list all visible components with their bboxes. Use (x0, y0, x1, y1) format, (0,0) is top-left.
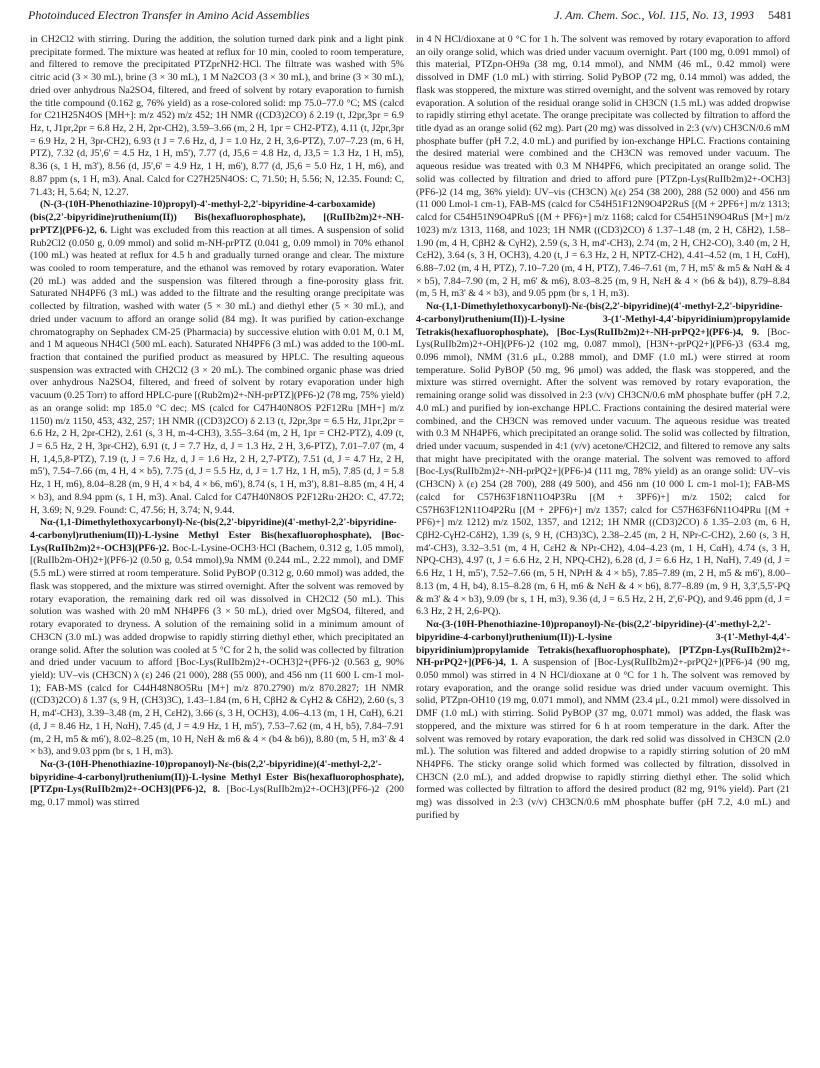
left-column (30, 34, 404, 1056)
paragraph (30, 517, 404, 759)
right-column (416, 34, 790, 1056)
paragraph (30, 199, 404, 517)
paragraph-text: in CH2Cl2 with stirring. During the addition, the solution turned dark pink and a light pink precipitate formed. The mixture was heated at reflux for 10 min, cooled to room temperature, and filtered to remove the precipitated PTZprNH2·HCl. The filtrate was washed with 5% citric acid (3 × 30 mL), brine (3 × 30 mL), 1 M Na2CO3 (3 × 30 mL), and brine (3 × 30 mL), dried over anhydrous Na2SO4, filtered, and freed of solvent by rotary evaporation to furnish the title compound (0.162 g, 76% yield) as a rose-colored solid: mp 75.0–77.0 °C; MS (calcd for C21H25N4OS [MH+]: m/z 452) m/z 452; 1H NMR ((CD3)2CO) δ 2.19 (t, J2pr,3pr = 6.9 Hz, t, J1pr,2pr = 6.8 Hz, 2 H, 2pr-CH2), 3.59–3.66 (m, 2 H, 1pr = CH2-PTZ), 4.11 (t, J2pr,3pr = 6.9 Hz, 2 H, 3pr-CH2), 6.93 (t J = 7.6 Hz, d, J = 1.0 Hz, 2 H, 3,6-PTZ), 7.07–7.23 (m, 6 H, PTZ), 7.32 (d, J5',6' = 4.5 Hz, 1 H, m5'), 7.77 (d, J5,6 = 4.8 Hz, d, J3,5 = 1.3 Hz, 1 H, m5), 8.36 (s, 1 H, m3'), 8.56 (d, J5',6' = 4.9 Hz, 1 H, m6'), 8.77 (d, J5,6 = 5.0 Hz, 1 H, m6), and 8.87 ppm (s, 1 H, m3). Anal. Calcd for C27H25N4OS: C, 71.50; H, 5.56; N, 12.35. Found: C, 71.43; H, 5.64; N, 12.27. (30, 34, 404, 198)
paragraph (30, 34, 404, 199)
paragraph (416, 619, 790, 823)
page-header (28, 8, 792, 28)
paragraph (416, 301, 790, 619)
journal-citation (554, 8, 792, 23)
compound-heading: Nα-(1,1-Dimethylethoxycarbonyl)-Nε-(bis(2,2'-bipyridine)(4'-methyl-2,2'-bipyridine-4-carbonyl)ruthenium(II))-L-lysine Methyl Ester Bis(hexafluorophosphate), [Boc-Lys(RuIIb2m)2+-OCH3](PF6-)2. (30, 517, 404, 554)
paragraph-text: A suspension of [Boc-Lys(RuIIb2m)2+-prPQ2+](PF6-)4 (90 mg, 0.050 mmol) was stirred in 4 N HCl/dioxane at 0 °C for 1 h. The solvent was removed by rotary evaporation, and the orange solid residue was dried under vacuum overnight. This solid, PTZpn-OH10 (19 mg, 0.071 mmol), and NMM (23.4 μL, 0.21 mmol) were dissolved in DMF (1.0 mL) with stirring. Solid PyBOP (37 mg, 0.071 mmol) was added, the flask was stoppered, and the mixture was stirred for 6 h at room temperature in the dark. After the solvent was removed by rotary evaporation, the dark red solid was dissolved in CH3CN (2.0 mL). The solution was filtered and added dropwise to a rapidly stirring solution of 20 mM NH4PF6. The sticky orange solid which formed was collected by filtration, dissolved in CH3CN (2.0 mL), and added dropwise to rapidly stirring diethyl ether. The solid which formed was collected by filtration to afford the desired product (82 mg, 91% yield). Part (21 mg) was dissolved in 2:3 (v/v) CH3CN/0.6 mM phosphate buffer (pH 7.2, 4.0 mL) and purified by (416, 657, 790, 821)
paragraph-text: in 4 N HCl/dioxane at 0 °C for 1 h. The solvent was removed by rotary evaporation to afford an oily orange solid, which was dried under vacuum overnight. Part (100 mg, 0.091 mmol) of this material, PTZpn-OH9a (38 mg, 0.14 mmol), and NMM (46 mL, 0.42 mmol) were dissolved in DMF (1.0 mL) with stirring. Solid PyBOP (72 mg, 0.14 mmol) was added, the flask was stoppered, the mixture was stirred overnight, and the solvent was removed by rotary evaporation. A solution of the residual orange solid in CH3CN (1.5 mL) was added dropwise to rapidly stirring ethyl acetate. The orange precipitate was collected by filtration to afford the title dyad as an orange solid (62 mg). Part (20 mg) was dissolved in 2:3 (v/v) CH3CN/0.6 mM phosphate buffer (pH 7.2, 4.0 mL) and purified by ion-exchange HPLC. Fractions containing the desired material were combined and the CH3CN was removed under vacuum. The aqueous residue was treated with 0.3 M NH4PF6, which precipitated an orange solid. The solid was collected by filtration and dried to afford pure [PTZpn-Lys(RuIIb2m)2+-OCH3](PF6-)2 (14 mg, 36% yield): UV–vis (CH3CN) λ(ε) 254 (38 200), 288 (52 000) and 456 nm (11 000 Lmol-1 cm-1), FAB-MS (calcd for C54H51F12N9O4P2RuS [(M + 2PF6+] m/z 1313; calcd for C54H51N9O4PRuS [(M + PF6)+] m/z 1168; calcd for C54H51N9O4RuS [M+] m/z 1023) m/z 1313, 1168, and 1023; 1H NMR ((CD3)2CO) δ 1.37–1.48 (m, 2 H, CδH2), 1.58–1.90 (m, 4 H, CβH2 & CγH2), 2.59 (s, 3 H, m4'-CH3), 2.74 (m, 2 H, CH2-CO), 3.40 (m, 2 H, CεH2), 3.64 (s, 3 H, OCH3), 4.20 (t, J = 6.3 Hz, 2 H, NPTZ-CH2), 4.41–4.52 (m, 1 H, CαH), 6.88–7.02 (m, 4 H, PTZ), 7.10–7.20 (m, 4 H, PTZ), 7.46–7.61 (m, 7 H, m5' & m5 & NαH & 4 × b5), 7.84–7.90 (m, 2 H, m6' & m6), 8.03–8.25 (m, 9 H, NεH & 4 × (b6 & b4)), 8.79–8.84 (m, 5 H, m3' & 4 × b3), and 9.05 ppm (br s, 1 H, m3). (416, 34, 790, 300)
paragraph-text: Boc-L-Lysine-OCH3·HCl (Bachem, 0.312 g, 1.05 mmol), [(RuIIb2m-OH)2+](PF6-)2 (0.50 g, 0.54 mmol),9a NMM (0.244 mL, 2.22 mmol), and DMF (5.5 mL) were stirred at room temperature. Solid PyBOP (0.312 g, 0.60 mmol) was added, the flask was stoppered, and the mixture was stirred overnight. After the solvent was removed by rotary evaporation, the remaining dark red oil was dissolved in CH2Cl2 (50 mL). This solution was washed with 20 mM NH4PF6 (3 × 50 mL), dried over MgSO4, filtered, and rotary evaporated to dryness. A solution of the remaining solid in a minimum amount of CH3CN (3.0 mL) was added dropwise to rapidly stirring diethyl ether, which precipitated an orange solid. After the solution was cooled at 5 °C for 2 h, the solid was collected by filtration and dried under vacuum to afford [Boc-Lys(RuIIb2m)2+-OCH3]2+(PF6-)2 (0.563 g, 90% yield): UV–vis (CH3CN) λ (ε) 246 (21 000), 288 (55 000), and 456 nm (11 600 L cm-1 mol-1); FAB-MS (calcd for C44H48N8O5Ru [M+] m/z 870.2790) m/z 870.2827; 1H NMR ((CD3)2CO) δ 1.37 (s, 9 H, (CH3)3C), 1.43–1.84 (m, 6 H, CβH2 & CγH2 & CδH2), 2.60 (s, 3 H, m4'-CH3), 3.39–3.48 (m, 2 H, CεH2), 3.66 (s, 3 H, OCH3), 4.06–4.13 (m, 1 H, CαH), 6.21 (d, J = 8.46 Hz, 1 H, NαH), 7.45 (d, J = 4.9 Hz, 1 H, m5'), 7.53–7.62 (m, 4 H, b5), 7.84–7.91 (m, 2 H, m5 & m6'), 8.02–8.25 (m, 10 H, NεH & m6 & 4 × (b4 & b6)), 8.80 (m, 5 H, m3' & 4 × b3), and 9.03 ppm (br s, 1 H, m3). (30, 542, 404, 758)
page-number: 5481 (768, 8, 792, 22)
compound-heading: Nα-(3-(10H-Phenothiazine-10)propanoyl)-Nε-(bis(2,2'-bipyridine)(4'-methyl-2,2'-bipyridine-4-carbonyl)ruthenium(II))-L-lysine Methyl Ester Bis(hexafluorophosphate), [PTZpn-Lys(RuIIb2m)2+-OCH3](PF6-)2, 8. (30, 758, 404, 796)
paragraph (416, 34, 790, 301)
running-title: Photoinduced Electron Transfer in Amino Acid Assemblies (28, 8, 310, 22)
paragraph-text: [Boc-Lys(RuIIb2m)2+-OCH3](PF6-)2 (200 mg, 0.17 mmol) was stirred (30, 784, 404, 809)
compound-heading: (N-(3-(10H-Phenothiazine-10)propyl)-4'-methyl-2,2'-bipyridine-4-carboxamide)(bis(2,2'-bipyridine)ruthenium(II)) Bis(hexafluorophosphate), [(RuIIb2m)2+-NH-prPTZ](PF6-)2, 6. (30, 199, 404, 236)
paragraph-text: [Boc-Lys(RuIIb2m)2+-OH](PF6-)2 (102 mg, 0.087 mmol), [H3N+-prPQ2+](PF6-)3 (63.4 mg, 0.096 mmol), NMM (31.6 μL, 0.288 mmol), and DMF (1.0 mL) were stirred at room temperature. Solid PyBOP (50 mg, 96 μmol) was added, the flask was stoppered, and the mixture was stirred overnight. After the solvent was removed by rotary evaporation, the remaining orange solid was dissolved in 2:3 (v/v) CH3CN/0.6 mM phosphate buffer (pH 7.2, 4.0 mL) and purified by ion-exchange HPLC. Fractions containing the desired material were combined, and the CH3CN was removed under vacuum. The aqueous residue was treated with 0.3 M NH4PF6, which precipitated an orange solid. The solid was collected by filtration, dried under vacuum, suspended in 4:1 (v/v) acetone/CH2Cl2, and filtered to remove any salts that might have precipitated with the orange material. The solvent was removed to afford [Boc-Lys(RuIIb2m)2+-NH-prPQ2+](PF6-)4 (111 mg, 78% yield) as an orange solid: UV–vis (CH3CN) λ (ε) 254 (28 700), 288 (49 500), and 456 nm (10 000 L cm-1 mol-1); FAB-MS (calcd for C57H63F18N11O4P3Ru [(M + 3PF6)+] m/z 1502; calcd for C57H63F12N11O4P2Ru [(M + 2PF6)+] m/z 1357; calcd for C57H63F6N11O4PRu [(M + PF6)+] m/z 1212) m/z 1502, 1357, and 1212; 1H NMR ((CD3)2CO) δ 1.35–2.03 (m, 6 H, CβH2-CγH2-CδH2), 1.39 (s, 9 H, (CH3)3C), 2.38–2.45 (m, 2 H, NPr-C-CH2), 2.60 (s, 3 H, m4'-CH3), 3.32–3.51 (m, 4 H, CεH2 & NPr-CH2), 4.04–4.23 (m, 1 H, CαH), 4.74 (s, 3 H, NPQ-CH3), 4.97 (t, J = 6.6 Hz, 2 H, NPQ-CH2), 6.28 (d, J = 6.6 Hz, 1 H, NαH), 7.49 (d, J = 6.6 Hz, 1 H, m5'), 7.52–7.66 (m, 5 H, NPrH & 4 × b5), 7.85–7.89 (m, 2 H, m5 & m6'), 8.00–8.13 (m, 4 H, b4), 8.15–8.28 (m, 6 H, m6 & NεH & 4 × b6), 8.77–8.89 (m, 9 H, 3,3',5,5'-PQ & m3' & 4 × b3), 9.09 (br s, 1 H, m3), 9.36 (d, J = 6.5 Hz, 2 H, 2',6'-PQ), and 9.46 ppm (d, J = 6.3 Hz, 2 H, 2,6-PQ). (416, 326, 790, 618)
compound-heading: Nα-(3-(10H-Phenothiazine-10)propanoyl)-Nε-(bis(2,2'-bipyridine)-(4'-methyl-2,2'-bipyridine-4-carbonyl)ruthenium(II))-L-lysine 3-(1'-Methyl-4,4'-bipyridinium)propylamide Tetrakis(hexafluorophosphate), [PTZpn-Lys(RuIIb2m)2+-NH-prPQ2+](PF6-)4, 1. (416, 619, 790, 669)
compound-heading: Nα-(1,1-Dimethylethoxycarbonyl)-Nε-(bis(2,2'-bipyridine)(4'-methyl-2,2'-bipyridine-4-carbonyl)ruthenium(II))-L-lysine 3-(1'-Methyl-4,4'-bipyridinium)propylamide Tetrakis(hexafluorophosphate), [Boc-Lys(RuIIb2m)2+-NH-prPQ2+](PF6-)4, 9. (416, 301, 790, 338)
journal-reference: J. Am. Chem. Soc., Vol. 115, No. 13, 1993 (554, 8, 754, 22)
paragraph-text: Light was excluded from this reaction at all times. A suspension of solid Rub2Cl2 (0.050 g, 0.09 mmol) and solid m-NH-prPTZ (0.041 g, 0.09 mmol) in 70% ethanol (100 mL) was heated at reflux for 4.5 h and gradually turned orange and clear. The mixture was cooled to room temperature, and the ethanol was removed by rotary evaporation. Water (20 mL) was added and the suspension was filtered through a fine-porosity glass frit. Saturated NH4PF6 (3 mL) was added to the filtrate and the resulting orange precipitate was collected by filtration, washed with water (5 × 30 mL) and diethyl ether (5 × 30 mL), and dried under vacuum to afford an orange solid (84 mg). It was purified by cation-exchange chromatography on Sephadex CM-25 (Pharmacia) by successive elution with 0.01 M, 0.1 M, and 1 M aqueous NH4Cl (500 mL each). Saturated NH4PF6 (3 mL) was added to the 100-mL fraction that contained the purified product as measured by HPLC. The resulting aqueous suspension was extracted with CH2Cl2 (3 × 20 mL). The combined organic phase was dried over anhydrous Na2SO4, filtered, and freed of solvent by rotary evaporation under high vacuum (0.25 Torr) to afford HPLC-pure [(Rub2m)2+-NH-prPTZ](PF6-)2 (78 mg, 75% yield) as an orange solid: mp 185.0 °C dec; MS (calcd for C47H40N8OS P2F12Ru [MH+] m/z 1150) m/z 1150, 453, 432, 257; 1H NMR ((CD3)2CO) δ 2.13 (t, J2pr,3pr = 6.5 Hz, J1pr,2pr = 6.6 Hz, 2 H, 2pr-CH2), 2.61 (s, 3 H, m-4-CH3), 3.55–3.64 (m, 2 H, 1pr = CH2-PTZ), 4.09 (t, J = 6.5 Hz, 2 H, 3pr-CH2), 6.91 (t, J = 7.7 Hz, d, J = 1.3 Hz, 2 H, 3,6-PTZ), 7.01–7.07 (m, 4 H, 1,4,5,8-PTZ), 7.19 (t, J = 7.6 Hz, d, J = 1.6 Hz, 2 H, 2,7-PTZ), 7.51 (d, J = 4.7 Hz, 2 H, m5'), 7.54–7.66 (m, 4 H, 4 × b5), 7.75 (d, J = 5.5 Hz, d, J = 1.7 Hz, 1 H, m5), 7.85 (d, J = 5.8 Hz, 1 H, m6), 8.04–8.28 (m, 9 H, 4 × b4, 4 × b6, m6'), 8.74 (s, 1 H, m3'), 8.81–8.85 (m, 4 H, 4 × b3), and 8.94 ppm (s, 1 H, m3). Anal. Calcd for C47H40N8OS P2F12Ru·2H2O: C, 47.72; H, 3.69; N, 9.29. Found: C, 47.56; H, 3.74; N, 9.44. (30, 224, 404, 516)
paragraph (30, 759, 404, 810)
